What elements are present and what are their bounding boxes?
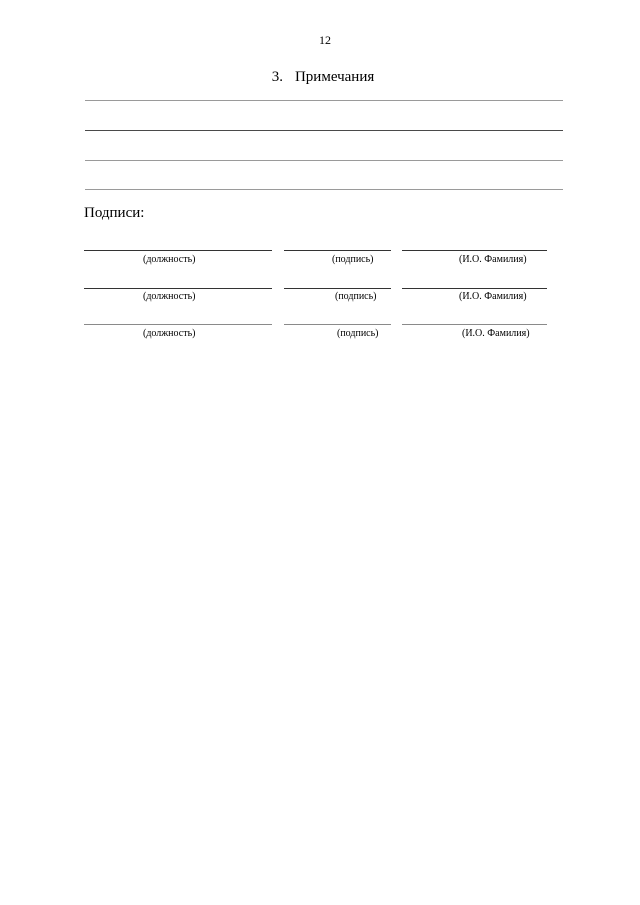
name-line-3[interactable] bbox=[402, 324, 547, 325]
section-title-text: Примечания bbox=[294, 69, 375, 85]
position-caption-3: (должность) bbox=[143, 328, 196, 339]
name-caption-2: (И.О. Фамилия) bbox=[459, 291, 527, 302]
notes-line-3[interactable] bbox=[85, 160, 563, 161]
position-caption-1: (должность) bbox=[143, 254, 196, 265]
position-line-3[interactable] bbox=[84, 324, 272, 325]
signature-line-1[interactable] bbox=[284, 250, 391, 251]
page-number: 12 bbox=[319, 33, 331, 47]
section-title bbox=[0, 69, 640, 86]
signature-caption-3: (подпись) bbox=[337, 328, 379, 339]
position-line-2[interactable] bbox=[84, 288, 272, 289]
position-caption-2: (должность) bbox=[143, 291, 196, 302]
signature-caption-2: (подпись) bbox=[335, 291, 377, 302]
section-number: 3. bbox=[271, 69, 283, 85]
name-line-2[interactable] bbox=[402, 288, 547, 289]
notes-line-2[interactable] bbox=[85, 130, 563, 131]
name-caption-1: (И.О. Фамилия) bbox=[459, 254, 527, 265]
notes-line-4[interactable] bbox=[85, 189, 563, 190]
name-caption-3: (И.О. Фамилия) bbox=[462, 328, 530, 339]
signatures-label: Подписи: bbox=[84, 205, 145, 221]
notes-line-1[interactable] bbox=[85, 100, 563, 101]
signature-line-3[interactable] bbox=[284, 324, 391, 325]
signature-caption-1: (подпись) bbox=[332, 254, 374, 265]
signature-line-2[interactable] bbox=[284, 288, 391, 289]
position-line-1[interactable] bbox=[84, 250, 272, 251]
name-line-1[interactable] bbox=[402, 250, 547, 251]
